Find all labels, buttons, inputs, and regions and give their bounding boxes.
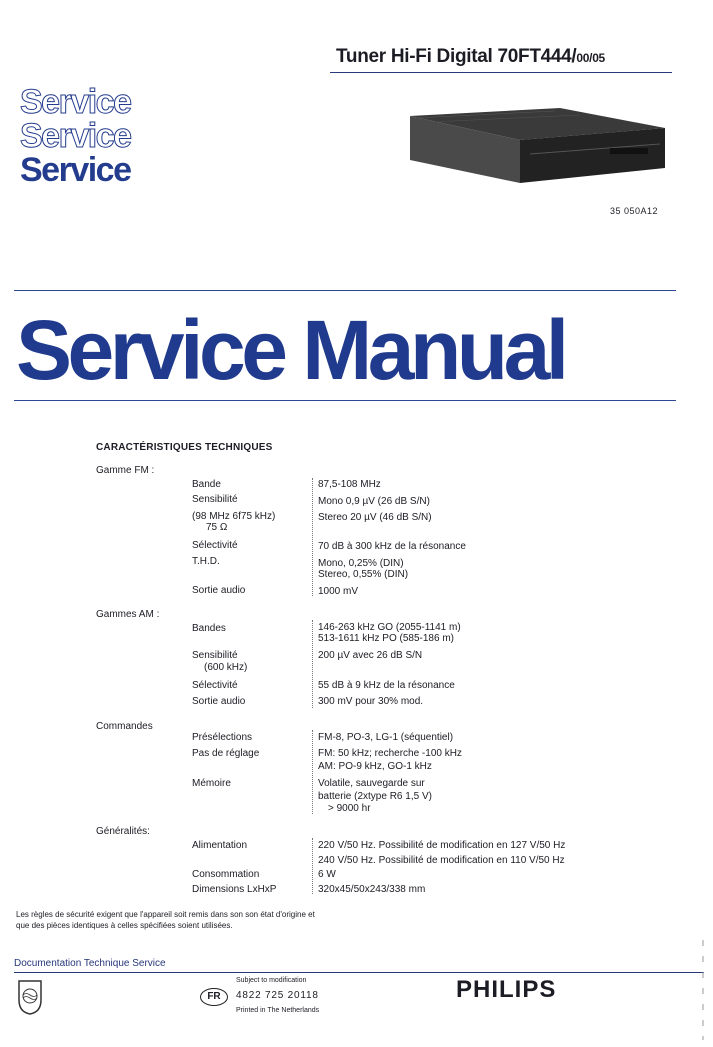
fm-impedance: 75 Ω (206, 522, 228, 533)
am-bands-label: Bandes (192, 623, 226, 634)
fm-band-value: 87,5-108 MHz (318, 479, 381, 490)
subject-to-modification: Subject to modification (236, 977, 307, 984)
category-generalites: Généralités: (96, 826, 150, 837)
am-bands-value-go: 146-263 kHz GO (2055-1141 m) (318, 622, 461, 633)
category-am: Gammes AM : (96, 609, 160, 620)
gen-power-value-2: 240 V/50 Hz. Possibilité de modification en 110 V/50 Hz (318, 855, 565, 866)
gen-consumption-value: 6 W (318, 869, 336, 880)
fm-sel-value: 70 dB à 300 kHz de la résonance (318, 541, 466, 552)
fm-thd-label: T.H.D. (192, 556, 220, 567)
fm-thd-value-mono: Mono, 0,25% (DIN) (318, 558, 404, 569)
cmd-step-value-fm: FM: 50 kHz; recherche -100 kHz (318, 748, 462, 759)
service-word-outline-1: Service (20, 83, 131, 121)
gen-consumption-label: Consommation (192, 869, 260, 880)
gen-power-value-1: 220 V/50 Hz. Possibilité de modification en 127 V/50 Hz (318, 840, 566, 851)
am-out-label: Sortie audio (192, 696, 246, 707)
fm-sens-label: Sensibilité (192, 494, 238, 505)
language-badge: FR (200, 988, 228, 1006)
category-commandes: Commandes (96, 721, 153, 732)
fm-sel-label: Sélectivité (192, 540, 238, 551)
header-rule (330, 72, 672, 73)
fm-thd-value-stereo: Stereo, 0,55% (DIN) (318, 569, 409, 580)
cmd-memory-label: Mémoire (192, 778, 231, 789)
specs-heading: CARACTÉRISTIQUES TECHNIQUES (96, 442, 273, 453)
am-sens-label: Sensibilité (192, 650, 238, 661)
fm-out-label: Sortie audio (192, 585, 246, 596)
footer-rule (14, 972, 704, 973)
fm-sens-value: Mono 0,9 µV (26 dB S/N) (318, 496, 430, 507)
gen-power-label: Alimentation (192, 840, 248, 851)
cmd-step-label: Pas de réglage (192, 748, 260, 759)
service-word-outline-2: Service (20, 117, 131, 155)
model-suffix: 00/05 (576, 51, 605, 65)
fm-band-label: Bande (192, 479, 221, 490)
philips-shield-icon (16, 978, 44, 1016)
part-number: 4822 725 20118 (236, 990, 319, 1001)
title-rule-top (14, 290, 676, 291)
am-sel-label: Sélectivité (192, 680, 238, 691)
am-out-value: 300 mV pour 30% mod. (318, 696, 424, 707)
am-bands-value-po: 513-1611 kHz PO (585-186 m) (318, 633, 454, 644)
cmd-memory-value-3: > 9000 hr (328, 803, 371, 814)
cmd-memory-value-1: Volatile, sauvegarde sur (318, 778, 425, 789)
fm-sens2-value: Stereo 20 µV (46 dB S/N) (318, 512, 432, 523)
printed-in: Printed in The Netherlands (236, 1007, 320, 1014)
fm-sens2-label: (98 MHz 6f75 kHz) (192, 511, 276, 522)
gen-dimensions-label: Dimensions LxHxP (192, 884, 277, 895)
tuner-photo (380, 88, 670, 208)
tuner-display (610, 148, 648, 154)
am-sel-value: 55 dB à 9 kHz de la résonance (318, 680, 455, 691)
gen-dimensions-value: 320x45/50x243/338 mm (318, 884, 426, 895)
title-rule-bottom (14, 400, 676, 401)
edge-mark-icon (700, 940, 706, 1040)
cmd-step-value-am: AM: PO-9 kHz, GO-1 kHz (318, 761, 432, 772)
photo-code: 35 050A12 (610, 206, 659, 216)
fm-out-value: 1000 mV (318, 586, 359, 597)
doc-service-label: Documentation Technique Service (14, 958, 166, 969)
model-title: Tuner Hi-Fi Digital 70FT444/00/05 (336, 46, 605, 67)
am-sens-value: 200 µV avec 26 dB S/N (318, 650, 423, 661)
main-title: Service Manual (16, 303, 565, 397)
category-fm: Gamme FM : (96, 465, 155, 476)
brand-logo: PHILIPS (456, 976, 557, 1003)
cmd-presets-value: FM-8, PO-3, LG-1 (séquentiel) (318, 732, 454, 743)
cmd-memory-value-2: batterie (2xtype R6 1,5 V) (318, 791, 432, 802)
safety-note: Les règles de sécurité exigent que l'appareil soit remis dans son son état d'origine et que des pièces identiques à celles spécifiées soient utilisées. (16, 910, 315, 930)
service-word-solid: Service (20, 151, 131, 189)
am-sens-freq: (600 kHz) (204, 662, 248, 673)
cmd-presets-label: Présélections (192, 732, 253, 743)
